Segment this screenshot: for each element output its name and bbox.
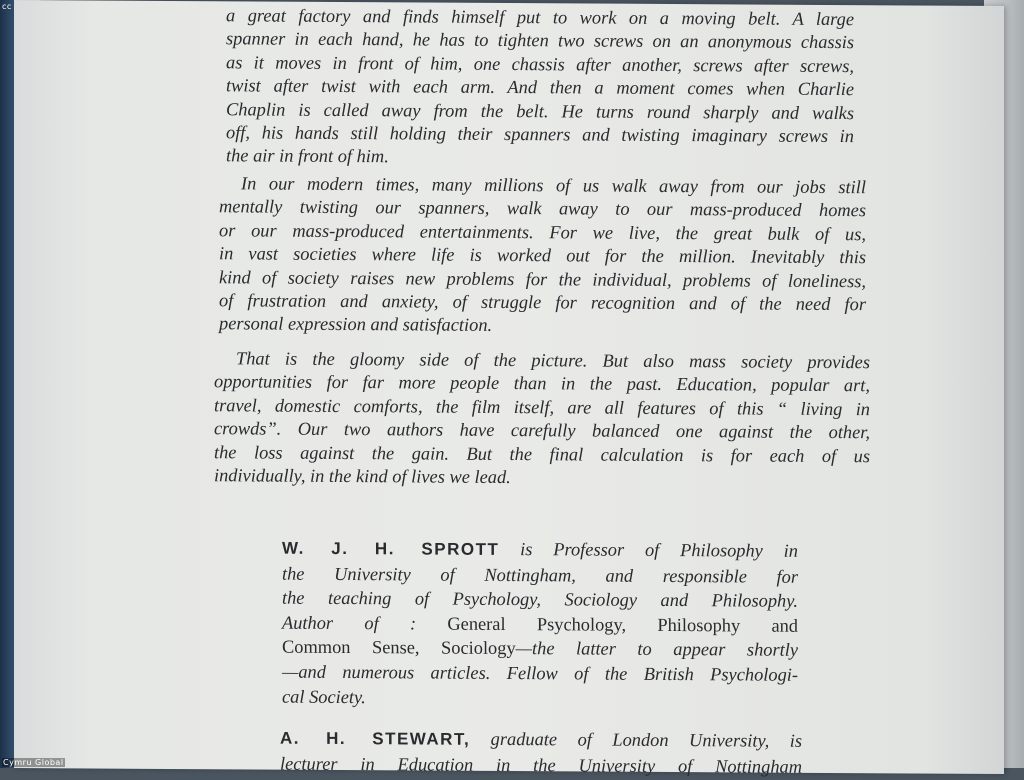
paragraph-line: travel, domestic comforts, the film itself, are all features of this “ living in bbox=[214, 395, 870, 420]
bio-line: lecturer in Education in the University of Nottingham bbox=[280, 753, 802, 777]
bio-line bbox=[280, 726, 802, 755]
paragraph-line: a great factory and finds himself put to work on a moving belt. A large bbox=[226, 5, 854, 30]
author-bio-sprott bbox=[282, 536, 798, 712]
bio-line: the University of Nottingham, and responsible for bbox=[282, 563, 798, 587]
bio-line bbox=[282, 635, 798, 663]
paragraph-1 bbox=[226, 4, 854, 172]
paragraph-line: spanner in each hand, he has to tighten two screws on an anonymous chassis bbox=[226, 28, 854, 53]
paragraph-line: twist after twist with each arm. And then a moment comes when Charlie bbox=[226, 75, 854, 100]
watermark-text: Cymru Global bbox=[3, 758, 64, 767]
author-bio-stewart bbox=[280, 726, 802, 779]
bio-text: is Professor of Philosophy in bbox=[499, 538, 798, 561]
bio-line: the teaching of Psychology, Sociology and Philosophy. bbox=[282, 587, 798, 611]
paragraph-line: or our mass-produced entertainments. For we live, the great bulk of us, bbox=[219, 220, 866, 245]
paragraph-line: Chaplin is called away from the belt. He turns round sharply and walks bbox=[226, 98, 854, 123]
bio-line bbox=[282, 610, 798, 638]
bio-line bbox=[282, 536, 798, 565]
paragraph-line: In our modern times, many millions of us walk away from our jobs still bbox=[241, 173, 866, 198]
paragraph-line: mentally twisting our spanners, walk away to our mass-produced homes bbox=[219, 196, 866, 221]
paragraph-line: kind of society raises new problems for the individual, problems of loneliness, bbox=[219, 266, 866, 291]
author-name: A. H. STEWART, bbox=[280, 728, 471, 749]
bio-text: graduate of London University, is bbox=[470, 728, 802, 751]
bio-author-of: Author of : bbox=[282, 612, 417, 634]
bio-line: —and numerous articles. Fellow of the British Psychologi- bbox=[282, 661, 798, 685]
book-page bbox=[14, 0, 1004, 777]
paragraph-line: crowds”. Our two authors have carefully balanced one against the other, bbox=[214, 418, 870, 443]
paragraph-2 bbox=[219, 172, 866, 340]
paragraph-line: individually, in the kind of lives we lead. bbox=[214, 465, 511, 488]
bio-line: cal Society. bbox=[282, 686, 366, 707]
paragraph-line: of frustration and anxiety, of struggle for recognition and of the need for bbox=[219, 290, 866, 315]
bio-works: Common Sense, Sociology bbox=[282, 637, 516, 659]
paragraph-line: the loss against the gain. But the final calculation is for each of us bbox=[214, 441, 870, 466]
corner-tag: cc bbox=[2, 2, 12, 11]
bio-text: —the latter to appear shortly bbox=[515, 638, 799, 661]
paragraph-line: personal expression and satisfaction. bbox=[219, 313, 493, 336]
paragraph-3 bbox=[214, 347, 870, 491]
author-name: W. J. H. SPROTT bbox=[282, 538, 500, 559]
paragraph-line: That is the gloomy side of the picture. But also mass society provides bbox=[236, 348, 870, 373]
paragraph-line: the air in front of him. bbox=[226, 145, 389, 167]
paragraph-line: as it moves in front of him, one chassis after another, screws after screws, bbox=[226, 52, 854, 76]
paragraph-line: opportunities for far more people than in the past. Education, popular art, bbox=[214, 371, 870, 396]
bio-works: General Psychology, Philosophy and bbox=[416, 613, 798, 636]
watermark bbox=[2, 758, 65, 767]
paragraph-line: in vast societies where life is worked out for the million. Inevitably this bbox=[219, 243, 866, 268]
paragraph-line: off, his hands still holding their spanners and twisting imaginary screws in bbox=[226, 122, 854, 147]
